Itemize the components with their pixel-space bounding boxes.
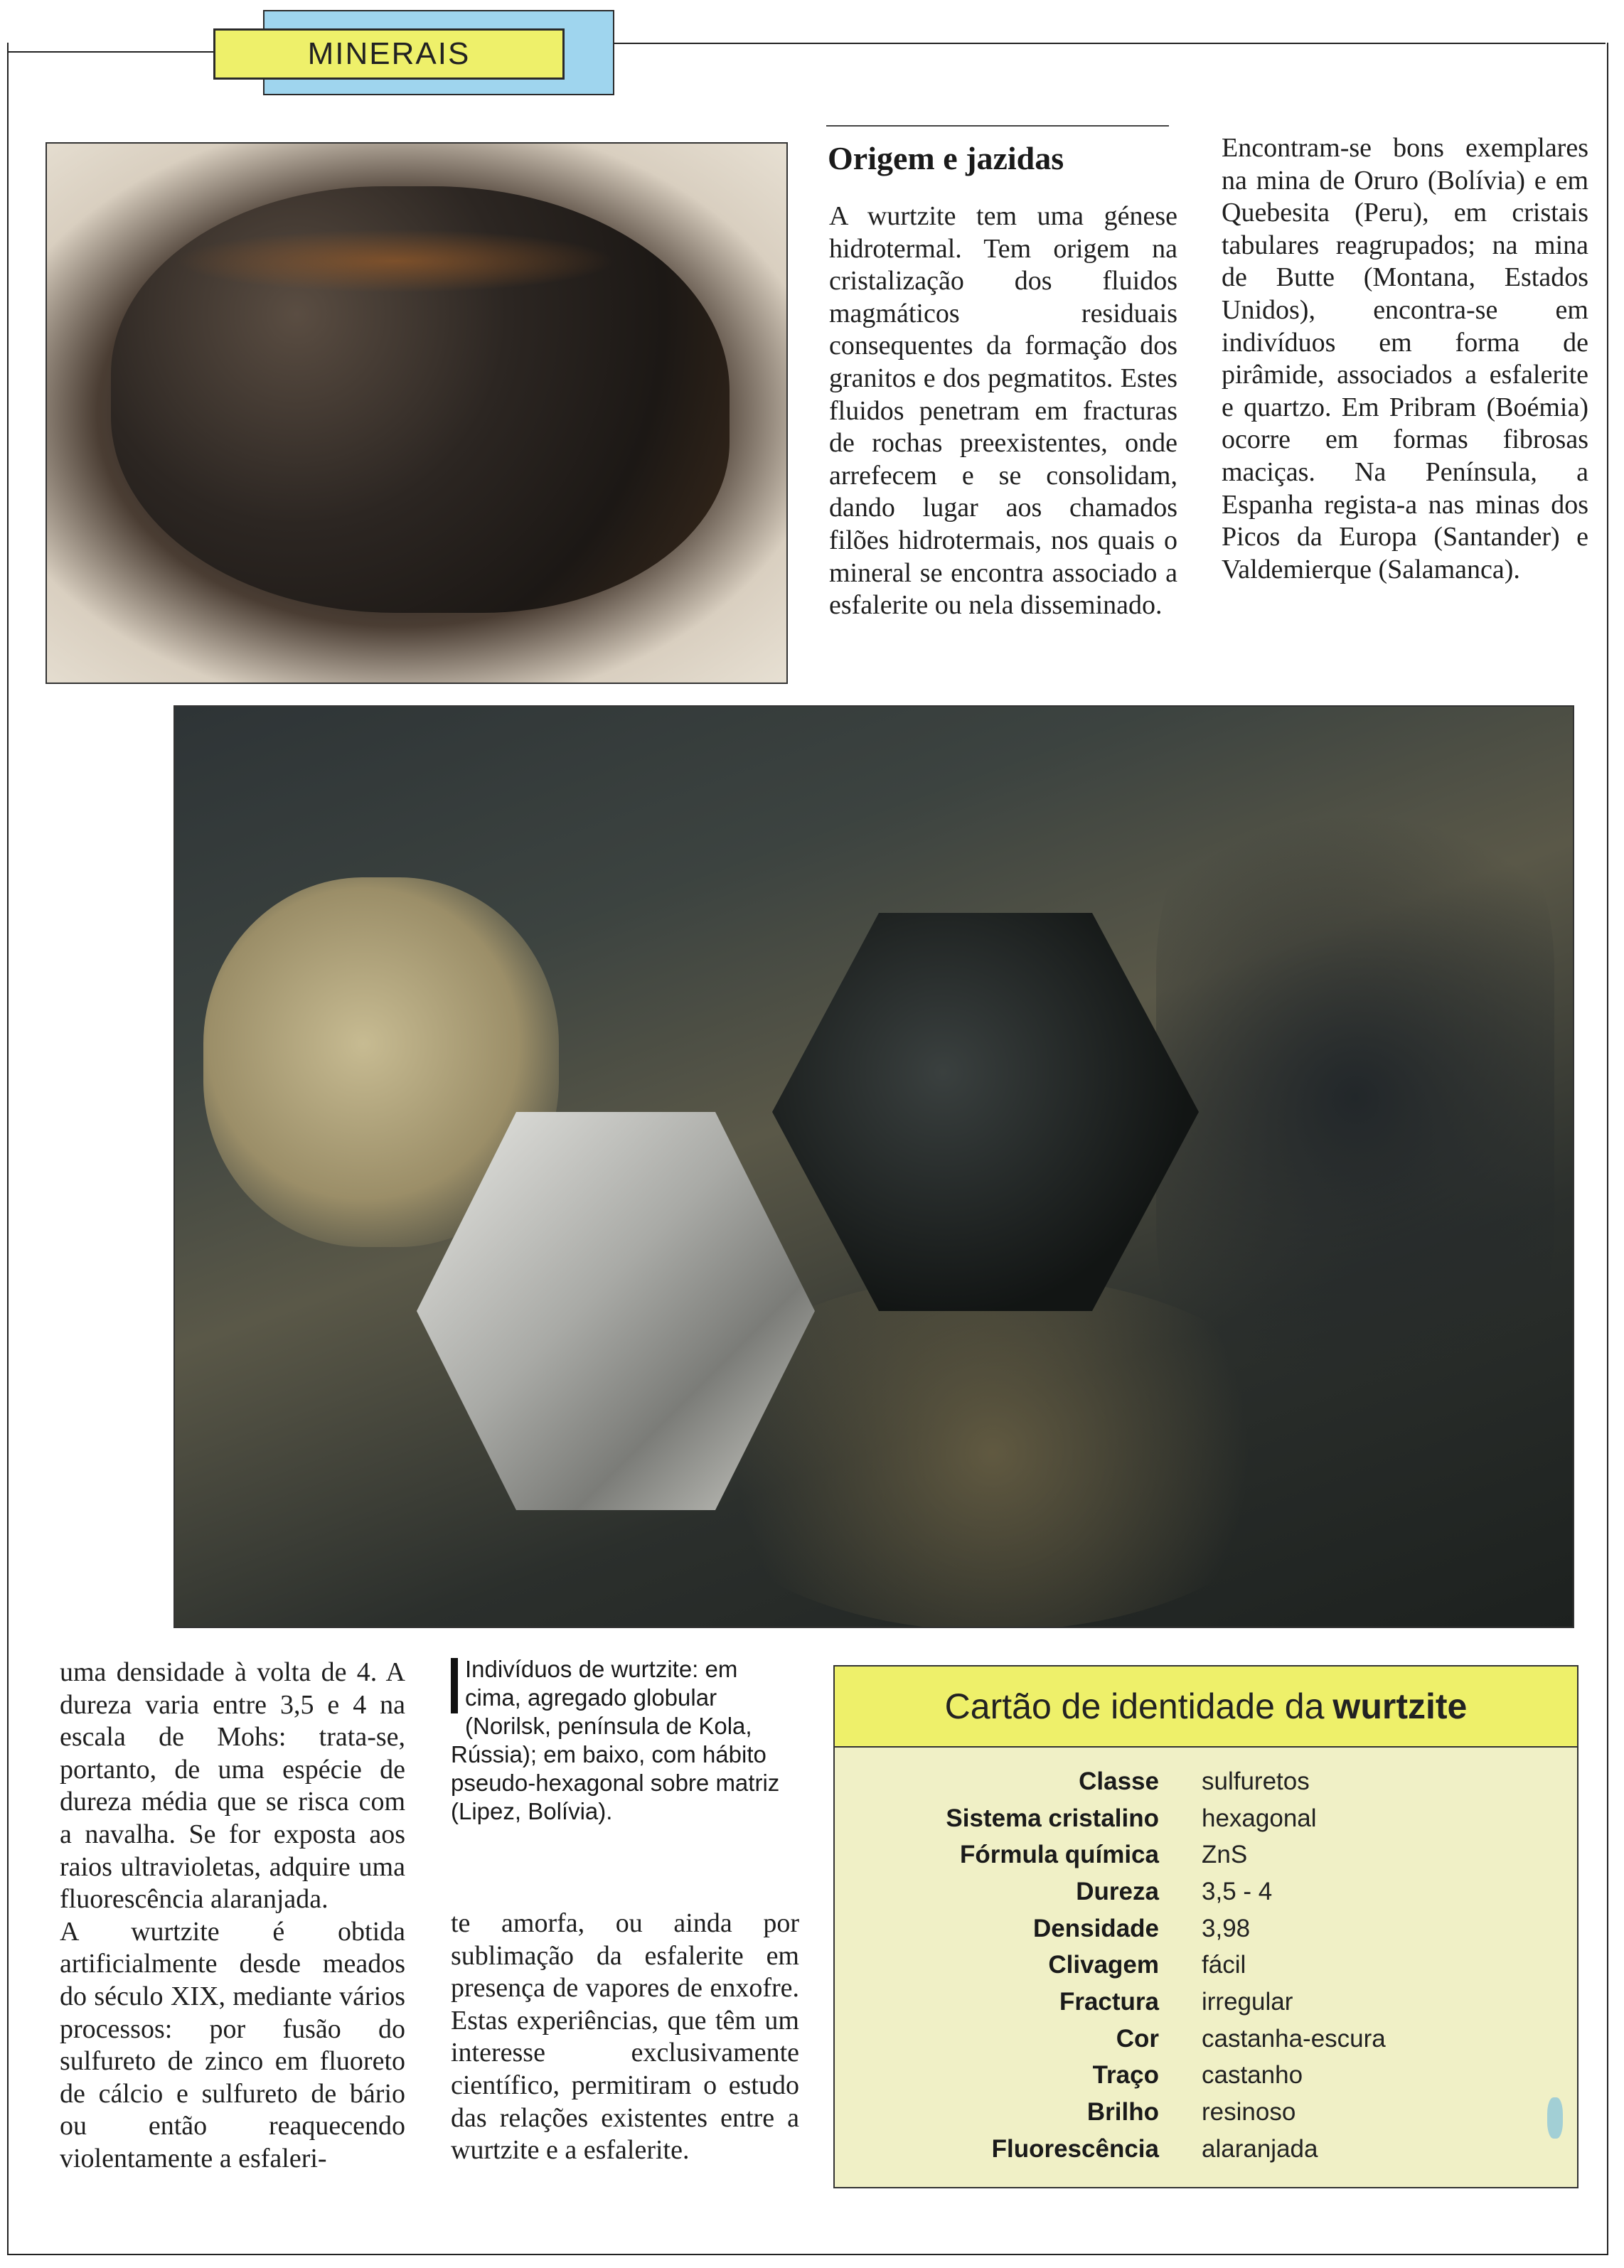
wurtzite-globular-photo [46, 142, 788, 684]
card-row-value: castanha-escura [1202, 2024, 1386, 2053]
card-row-label: Clivagem [1048, 1951, 1159, 1979]
jazidas-paragraph: Encontram-se bons exemplares na mina de Oruro (Bolívia) e em Quebesita (Peru), em cristais tabulares reagrupados; na mina de Butte (Montana, Estados Unidos), encontra-se em indivíduos em forma de pirâmide, associados a esfalerite e quartzo. Em Pribram (Boémia) ocorre em formas fibrosas maciças. Na Península, a Espanha regista-a nas minas dos Picos da Europa (Santander) e Valdemierque (Salamanca). [1222, 133, 1588, 584]
continuation-paragraph: te amorfa, ou ainda por sublimação da esfalerite em presença de vapores de enxofre. Estas experiências, que têm um interesse exclusivamente científico, permitiram o estudo das relações existentes entre a wurtzite e a esfalerite. [451, 1908, 799, 2166]
card-row-label: Traço [1092, 2061, 1159, 2090]
bottom-middle-column [451, 1908, 799, 2167]
card-row-value: 3,98 [1202, 1914, 1251, 1942]
jazidas-text-column [1222, 132, 1588, 586]
card-row [835, 1800, 1577, 1837]
card-row-label: Sistema cristalino [946, 1804, 1159, 1832]
card-row-value: hexagonal [1202, 1804, 1317, 1832]
card-row [835, 2021, 1577, 2058]
card-row-value: alaranjada [1202, 2134, 1318, 2163]
card-row-value: ZnS [1202, 1841, 1248, 1869]
origem-paragraph: A wurtzite tem uma génese hidrotermal. Tem origem na cristalização dos fluidos magmáticos residuais consequentes da formação dos granitos e dos pegmatitos. Estes fluidos penetram em fracturas de rochas preexistentes, onde arrefecem e se consolidam, dando lugar aos chamados filões hidrotermais, nos quais o mineral se encontra associado a esfalerite ou nela disseminado. [829, 201, 1177, 621]
dark-crystals [1156, 778, 1554, 1418]
card-row-value: sulfuretos [1202, 1767, 1310, 1795]
caption-text: Indivíduos de wurtzite: em cima, agregado globular (Norilsk, península de Kola, Rússia); em baixo, com hábito pseudo-hexagonal sobre matriz (Lipez, Bolívia). [451, 1656, 780, 1824]
card-row-label: Cor [1116, 2024, 1159, 2053]
card-row-label: Fórmula química [959, 1841, 1159, 1869]
card-row [835, 2058, 1577, 2095]
section-tab [213, 28, 565, 80]
card-row [835, 1763, 1577, 1800]
rust-highlight [175, 229, 616, 293]
identity-card-title [835, 1667, 1577, 1748]
density-paragraph: uma densidade à volta de 4. A dureza varia entre 3,5 e 4 na escala de Mohs: trata-se, portanto, de uma espécie de dureza média que se risca com a navalha. Se for exposta aos raios ultravioletas, adquire uma fluorescência alaranjada. [60, 1657, 405, 1915]
card-row-label: Fractura [1059, 1987, 1159, 2016]
card-row [835, 2094, 1577, 2131]
caption-bar [451, 1658, 458, 1713]
card-row-value: 3,5 - 4 [1202, 1877, 1273, 1905]
card-row-label: Fluorescência [991, 2134, 1159, 2163]
card-row [835, 1836, 1577, 1873]
identity-card [833, 1665, 1578, 2188]
origem-text-column [829, 200, 1177, 622]
card-row-label: Densidade [1033, 1914, 1159, 1942]
card-row-label: Classe [1079, 1767, 1159, 1795]
card-row [835, 1873, 1577, 1910]
card-row [835, 1984, 1577, 2021]
card-row-label: Dureza [1076, 1877, 1159, 1905]
photo-caption [451, 1655, 785, 1826]
card-row-value: irregular [1202, 1987, 1293, 2016]
card-row [835, 1947, 1577, 1984]
heading-rule [826, 125, 1169, 127]
blue-smudge [1547, 2097, 1563, 2139]
card-row [835, 2131, 1577, 2168]
card-row-value: fácil [1202, 1951, 1246, 1979]
card-row-value: resinoso [1202, 2098, 1296, 2127]
synthesis-paragraph: A wurtzite é obtida artificialmente desde meados do século XIX, mediante vários processos: por fusão do sulfureto de zinco em fluoreto de cálcio e sulfureto de bário ou então reaquecendo violentamente a esfaleri- [60, 1916, 405, 2173]
dark-hex-crystal [772, 913, 1199, 1311]
card-row-value: castanho [1202, 2061, 1303, 2090]
bottom-left-column [60, 1657, 405, 2176]
card-row-label: Brilho [1086, 2098, 1159, 2127]
card-row [835, 1910, 1577, 1947]
section-heading: Origem e jazidas [828, 140, 1064, 176]
identity-card-rows [835, 1763, 1577, 2168]
wurtzite-hexagonal-photo [173, 705, 1574, 1628]
card-title-mineral: wurtzite [1332, 1686, 1468, 1726]
section-label: MINERAIS [307, 36, 471, 71]
card-title-prefix: Cartão de identidade da [944, 1686, 1325, 1726]
